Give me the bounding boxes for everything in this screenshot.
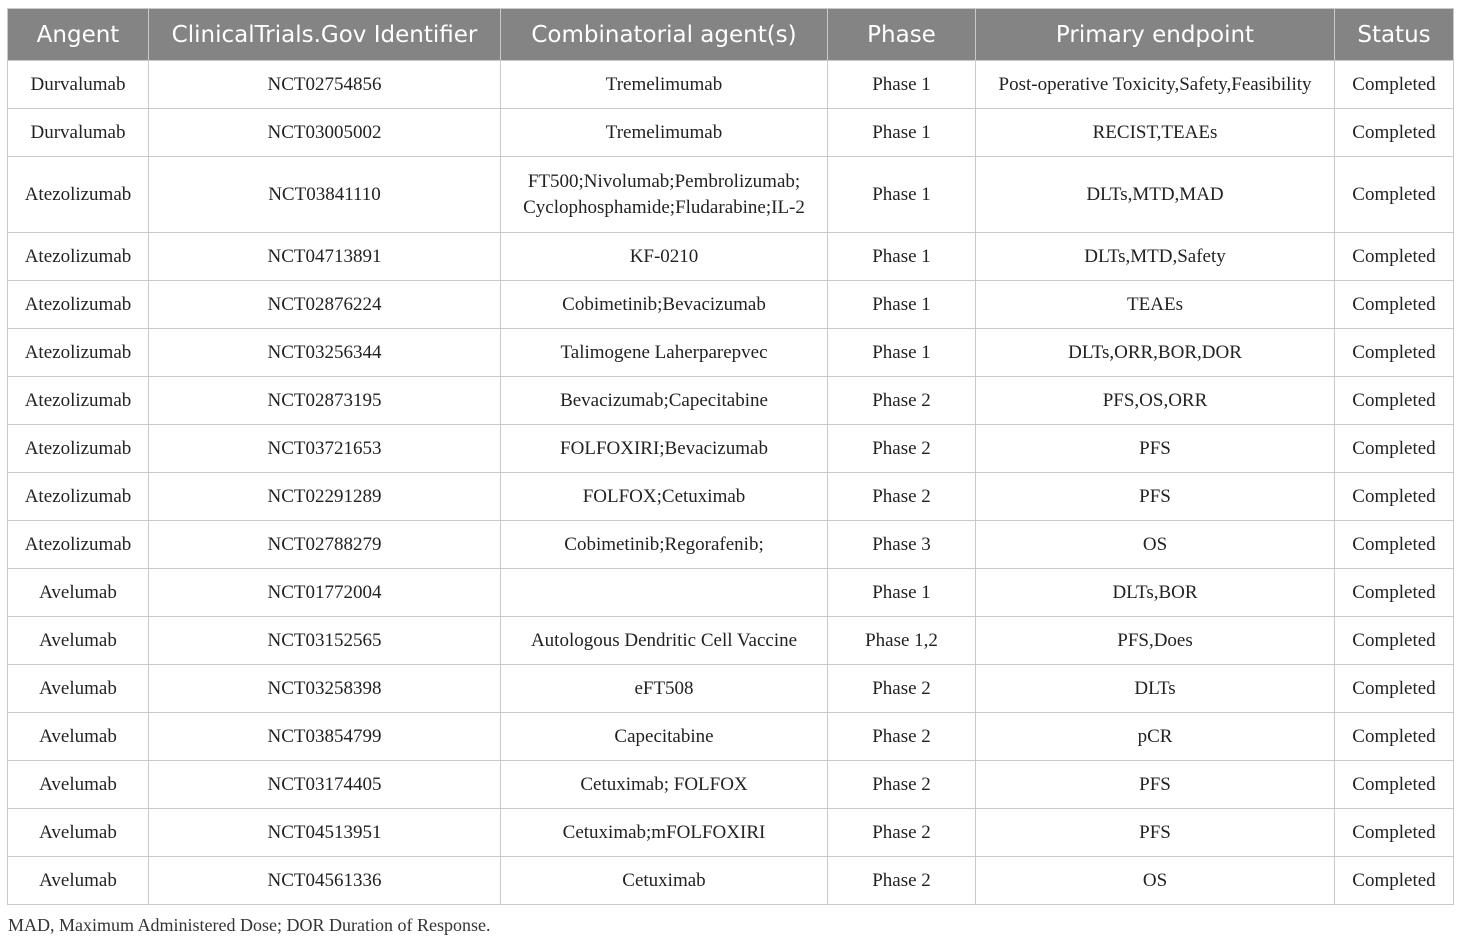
phase-cell: Phase 1: [828, 281, 976, 329]
table-row: [8, 377, 1454, 425]
table-row: [8, 617, 1454, 665]
status-cell: Completed: [1335, 857, 1454, 905]
primary-endpoint-cell: DLTs,MTD,Safety: [976, 233, 1335, 281]
clinical-trials-table: [7, 8, 1454, 905]
combinatorial-agent-cell: FT500;Nivolumab;Pembrolizumab; Cyclophosphamide;Fludarabine;IL-2: [501, 157, 828, 233]
table-row: [8, 761, 1454, 809]
agent-cell: Durvalumab: [8, 61, 149, 109]
agent-cell: Avelumab: [8, 569, 149, 617]
status-cell: Completed: [1335, 329, 1454, 377]
table-row: [8, 569, 1454, 617]
agent-cell: Avelumab: [8, 857, 149, 905]
header-primary-endpoint: Primary endpoint: [976, 9, 1335, 61]
phase-cell: Phase 2: [828, 377, 976, 425]
phase-cell: Phase 1: [828, 569, 976, 617]
phase-cell: Phase 1,2: [828, 617, 976, 665]
combinatorial-agent-cell: Autologous Dendritic Cell Vaccine: [501, 617, 828, 665]
status-cell: Completed: [1335, 473, 1454, 521]
table-row: [8, 809, 1454, 857]
primary-endpoint-cell: PFS,Does: [976, 617, 1335, 665]
header-phase: Phase: [828, 9, 976, 61]
phase-cell: Phase 2: [828, 809, 976, 857]
combinatorial-agent-cell: [501, 569, 828, 617]
table-row: [8, 281, 1454, 329]
combinatorial-agent-cell: Tremelimumab: [501, 109, 828, 157]
status-cell: Completed: [1335, 569, 1454, 617]
phase-cell: Phase 1: [828, 61, 976, 109]
combinatorial-agent-cell: Cobimetinib;Bevacizumab: [501, 281, 828, 329]
table-row: [8, 521, 1454, 569]
status-cell: Completed: [1335, 233, 1454, 281]
identifier-cell: NCT02873195: [149, 377, 501, 425]
agent-cell: Avelumab: [8, 761, 149, 809]
table-row: [8, 473, 1454, 521]
identifier-cell: NCT02754856: [149, 61, 501, 109]
primary-endpoint-cell: DLTs,MTD,MAD: [976, 157, 1335, 233]
phase-cell: Phase 2: [828, 857, 976, 905]
status-cell: Completed: [1335, 281, 1454, 329]
status-cell: Completed: [1335, 377, 1454, 425]
phase-cell: Phase 2: [828, 665, 976, 713]
primary-endpoint-cell: DLTs: [976, 665, 1335, 713]
identifier-cell: NCT03854799: [149, 713, 501, 761]
primary-endpoint-cell: PFS: [976, 425, 1335, 473]
primary-endpoint-cell: PFS: [976, 809, 1335, 857]
table-row: [8, 61, 1454, 109]
status-cell: Completed: [1335, 761, 1454, 809]
agent-cell: Atezolizumab: [8, 281, 149, 329]
identifier-cell: NCT03174405: [149, 761, 501, 809]
primary-endpoint-cell: PFS,OS,ORR: [976, 377, 1335, 425]
phase-cell: Phase 1: [828, 329, 976, 377]
phase-cell: Phase 2: [828, 761, 976, 809]
primary-endpoint-cell: DLTs,BOR: [976, 569, 1335, 617]
table-body: [8, 61, 1454, 905]
primary-endpoint-cell: OS: [976, 521, 1335, 569]
identifier-cell: NCT03005002: [149, 109, 501, 157]
header-identifier: ClinicalTrials.Gov Identifier: [149, 9, 501, 61]
table-row: [8, 157, 1454, 233]
combinatorial-agent-cell: Cetuximab: [501, 857, 828, 905]
phase-cell: Phase 1: [828, 233, 976, 281]
primary-endpoint-cell: Post-operative Toxicity,Safety,Feasibility: [976, 61, 1335, 109]
identifier-cell: NCT03258398: [149, 665, 501, 713]
agent-cell: Avelumab: [8, 665, 149, 713]
table-footnote: MAD, Maximum Administered Dose; DOR Duration of Response.: [8, 915, 491, 935]
identifier-cell: NCT02788279: [149, 521, 501, 569]
status-cell: Completed: [1335, 665, 1454, 713]
header-agent: Angent: [8, 9, 149, 61]
combinatorial-agent-cell: FOLFOXIRI;Bevacizumab: [501, 425, 828, 473]
primary-endpoint-cell: DLTs,ORR,BOR,DOR: [976, 329, 1335, 377]
primary-endpoint-cell: PFS: [976, 761, 1335, 809]
primary-endpoint-cell: RECIST,TEAEs: [976, 109, 1335, 157]
table-row: [8, 713, 1454, 761]
table-row: [8, 109, 1454, 157]
table-row: [8, 425, 1454, 473]
identifier-cell: NCT04713891: [149, 233, 501, 281]
agent-cell: Atezolizumab: [8, 425, 149, 473]
header-combinatorial-agents: Combinatorial agent(s): [501, 9, 828, 61]
status-cell: Completed: [1335, 713, 1454, 761]
combinatorial-agent-cell: Cetuximab; FOLFOX: [501, 761, 828, 809]
identifier-cell: NCT02291289: [149, 473, 501, 521]
identifier-cell: NCT03721653: [149, 425, 501, 473]
agent-cell: Avelumab: [8, 809, 149, 857]
status-cell: Completed: [1335, 617, 1454, 665]
phase-cell: Phase 1: [828, 109, 976, 157]
agent-cell: Durvalumab: [8, 109, 149, 157]
status-cell: Completed: [1335, 109, 1454, 157]
agent-cell: Atezolizumab: [8, 329, 149, 377]
primary-endpoint-cell: pCR: [976, 713, 1335, 761]
table-row: [8, 665, 1454, 713]
identifier-cell: NCT02876224: [149, 281, 501, 329]
identifier-cell: NCT03152565: [149, 617, 501, 665]
table-row: [8, 329, 1454, 377]
combinatorial-agent-cell: Tremelimumab: [501, 61, 828, 109]
table-row: [8, 233, 1454, 281]
phase-cell: Phase 3: [828, 521, 976, 569]
identifier-cell: NCT03256344: [149, 329, 501, 377]
agent-cell: Atezolizumab: [8, 377, 149, 425]
agent-cell: Atezolizumab: [8, 473, 149, 521]
identifier-cell: NCT01772004: [149, 569, 501, 617]
status-cell: Completed: [1335, 61, 1454, 109]
table-row: [8, 857, 1454, 905]
combinatorial-agent-cell: Bevacizumab;Capecitabine: [501, 377, 828, 425]
combinatorial-agent-cell: Talimogene Laherparepvec: [501, 329, 828, 377]
phase-cell: Phase 2: [828, 473, 976, 521]
agent-cell: Avelumab: [8, 713, 149, 761]
combinatorial-agent-cell: eFT508: [501, 665, 828, 713]
status-cell: Completed: [1335, 521, 1454, 569]
identifier-cell: NCT04561336: [149, 857, 501, 905]
header-status: Status: [1335, 9, 1454, 61]
status-cell: Completed: [1335, 157, 1454, 233]
agent-cell: Atezolizumab: [8, 157, 149, 233]
table-header-row: [8, 9, 1454, 61]
combinatorial-agent-cell: FOLFOX;Cetuximab: [501, 473, 828, 521]
trials-table-container: [7, 8, 1453, 905]
identifier-cell: NCT03841110: [149, 157, 501, 233]
combinatorial-agent-cell: KF-0210: [501, 233, 828, 281]
phase-cell: Phase 1: [828, 157, 976, 233]
status-cell: Completed: [1335, 425, 1454, 473]
combinatorial-agent-cell: Capecitabine: [501, 713, 828, 761]
status-cell: Completed: [1335, 809, 1454, 857]
primary-endpoint-cell: OS: [976, 857, 1335, 905]
primary-endpoint-cell: TEAEs: [976, 281, 1335, 329]
phase-cell: Phase 2: [828, 425, 976, 473]
phase-cell: Phase 2: [828, 713, 976, 761]
combinatorial-agent-cell: Cetuximab;mFOLFOXIRI: [501, 809, 828, 857]
agent-cell: Atezolizumab: [8, 233, 149, 281]
combinatorial-agent-cell: Cobimetinib;Regorafenib;: [501, 521, 828, 569]
primary-endpoint-cell: PFS: [976, 473, 1335, 521]
agent-cell: Atezolizumab: [8, 521, 149, 569]
agent-cell: Avelumab: [8, 617, 149, 665]
identifier-cell: NCT04513951: [149, 809, 501, 857]
